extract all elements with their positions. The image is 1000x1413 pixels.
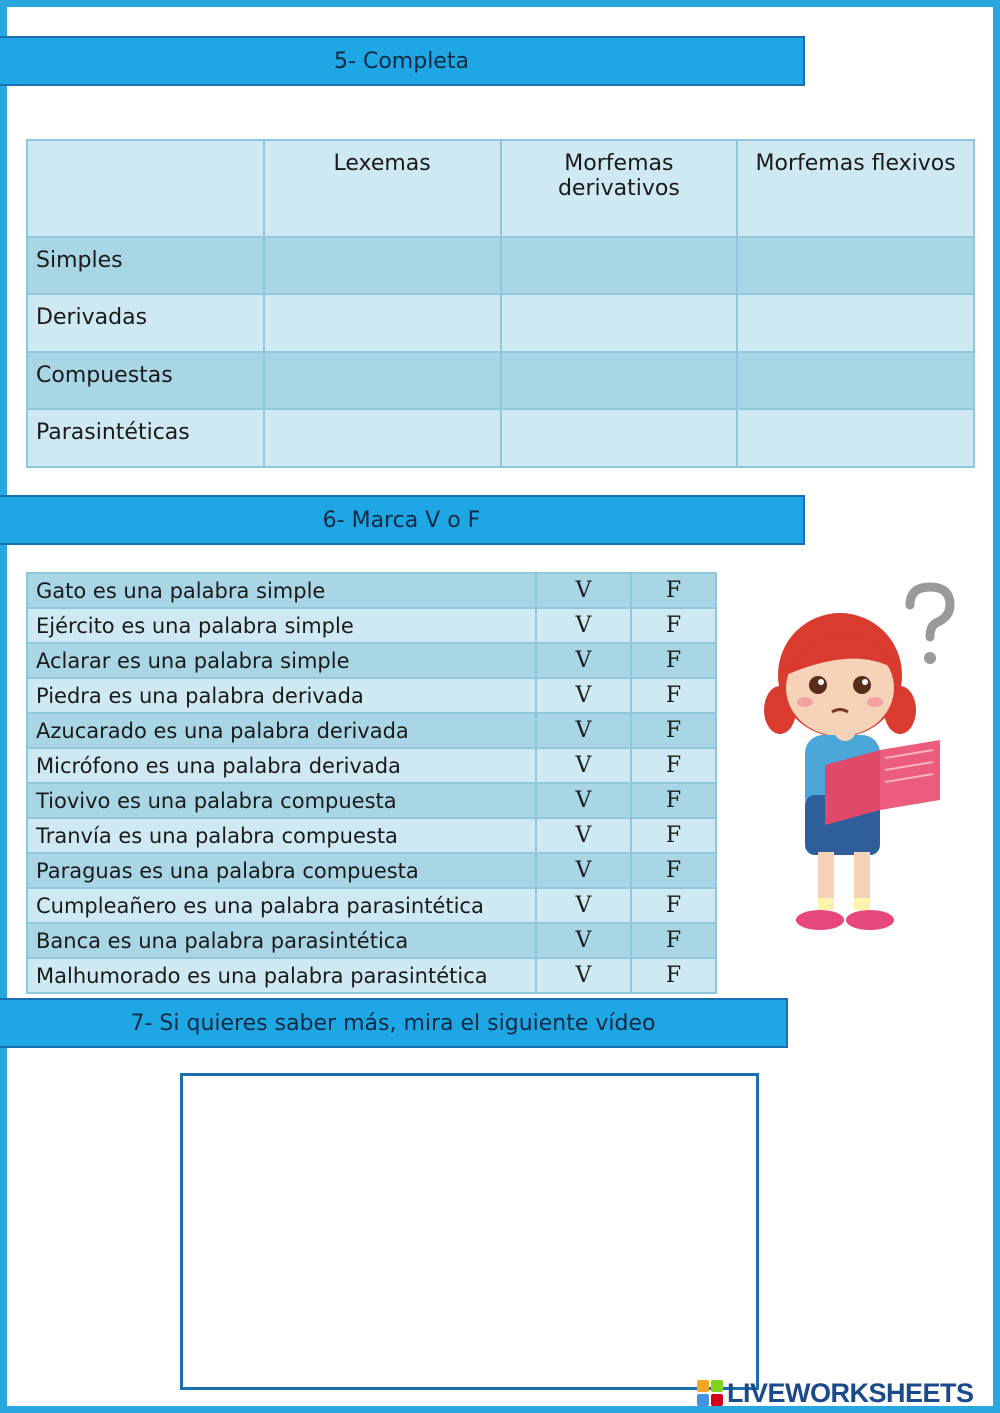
section-5-header bbox=[0, 36, 805, 86]
tf-row bbox=[27, 923, 716, 958]
true-option[interactable]: V bbox=[536, 713, 631, 748]
false-option[interactable]: F bbox=[631, 713, 716, 748]
false-option[interactable]: F bbox=[631, 573, 716, 608]
false-option[interactable]: F bbox=[631, 818, 716, 853]
true-option[interactable]: V bbox=[536, 853, 631, 888]
morphemes-table bbox=[26, 139, 975, 468]
tf-row bbox=[27, 888, 716, 923]
false-option[interactable]: F bbox=[631, 783, 716, 818]
statement-text: Malhumorado es una palabra parasintética bbox=[27, 958, 536, 993]
statement-text: Banca es una palabra parasintética bbox=[27, 923, 536, 958]
video-placeholder[interactable] bbox=[180, 1073, 759, 1390]
statement-text: Cumpleañero es una palabra parasintética bbox=[27, 888, 536, 923]
false-option[interactable]: F bbox=[631, 748, 716, 783]
answer-cell[interactable] bbox=[264, 237, 501, 295]
eye-shine bbox=[818, 679, 824, 685]
answer-cell[interactable] bbox=[737, 409, 974, 467]
table-row bbox=[27, 409, 974, 467]
right-eye bbox=[853, 676, 871, 694]
header-lexemas: Lexemas bbox=[264, 140, 501, 237]
header-morfemas-derivativos: Morfemas derivativos bbox=[501, 140, 738, 237]
true-option[interactable]: V bbox=[536, 748, 631, 783]
answer-cell[interactable] bbox=[264, 352, 501, 410]
true-false-table bbox=[26, 572, 717, 994]
table-header-row bbox=[27, 140, 974, 237]
hand bbox=[834, 719, 856, 741]
answer-cell[interactable] bbox=[264, 294, 501, 352]
tf-row bbox=[27, 818, 716, 853]
false-option[interactable]: F bbox=[631, 643, 716, 678]
true-option[interactable]: V bbox=[536, 608, 631, 643]
header-morfemas-flexivos: Morfemas flexivos bbox=[737, 140, 974, 237]
statement-text: Gato es una palabra simple bbox=[27, 573, 536, 608]
answer-cell[interactable] bbox=[501, 352, 738, 410]
tf-row bbox=[27, 783, 716, 818]
left-cheek bbox=[797, 697, 813, 707]
right-cheek bbox=[867, 697, 883, 707]
statement-text: Aclarar es una palabra simple bbox=[27, 643, 536, 678]
false-option[interactable]: F bbox=[631, 888, 716, 923]
true-option[interactable]: V bbox=[536, 888, 631, 923]
false-option[interactable]: F bbox=[631, 608, 716, 643]
statement-text: Ejército es una palabra simple bbox=[27, 608, 536, 643]
answer-cell[interactable] bbox=[737, 237, 974, 295]
tf-row bbox=[27, 748, 716, 783]
thinking-girl-illustration bbox=[750, 580, 970, 950]
table-row bbox=[27, 237, 974, 295]
tf-row bbox=[27, 713, 716, 748]
header-empty-cell bbox=[27, 140, 264, 237]
brand-text: LIVEWORKSHEETS bbox=[727, 1377, 974, 1408]
question-mark-icon bbox=[910, 587, 950, 637]
question-dot bbox=[924, 652, 936, 664]
table-row bbox=[27, 294, 974, 352]
answer-cell[interactable] bbox=[501, 294, 738, 352]
tf-row bbox=[27, 643, 716, 678]
true-option[interactable]: V bbox=[536, 818, 631, 853]
brand-icon bbox=[697, 1380, 723, 1406]
section-6-header bbox=[0, 495, 805, 545]
tf-row bbox=[27, 608, 716, 643]
true-option[interactable]: V bbox=[536, 958, 631, 993]
row-label: Derivadas bbox=[27, 294, 264, 352]
tf-row bbox=[27, 573, 716, 608]
brand-square bbox=[697, 1380, 709, 1392]
true-option[interactable]: V bbox=[536, 783, 631, 818]
answer-cell[interactable] bbox=[737, 294, 974, 352]
true-option[interactable]: V bbox=[536, 923, 631, 958]
tf-row bbox=[27, 958, 716, 993]
brand-square bbox=[711, 1380, 723, 1392]
false-option[interactable]: F bbox=[631, 678, 716, 713]
row-label: Compuestas bbox=[27, 352, 264, 410]
statement-text: Tranvía es una palabra compuesta bbox=[27, 818, 536, 853]
left-eye bbox=[809, 676, 827, 694]
section-7-header bbox=[0, 998, 788, 1048]
true-option[interactable]: V bbox=[536, 643, 631, 678]
section-5-title: 5- Completa bbox=[334, 48, 469, 74]
statement-text: Micrófono es una palabra derivada bbox=[27, 748, 536, 783]
true-option[interactable]: V bbox=[536, 573, 631, 608]
row-label: Simples bbox=[27, 237, 264, 295]
row-label: Parasintéticas bbox=[27, 409, 264, 467]
right-sock bbox=[854, 898, 870, 910]
statement-text: Piedra es una palabra derivada bbox=[27, 678, 536, 713]
eye-shine bbox=[862, 679, 868, 685]
section-7-title: 7- Si quieres saber más, mira el siguiente vídeo bbox=[130, 1010, 656, 1036]
answer-cell[interactable] bbox=[737, 352, 974, 410]
statement-text: Paraguas es una palabra compuesta bbox=[27, 853, 536, 888]
statement-text: Tiovivo es una palabra compuesta bbox=[27, 783, 536, 818]
statement-text: Azucarado es una palabra derivada bbox=[27, 713, 536, 748]
brand-square bbox=[711, 1394, 723, 1406]
tf-row bbox=[27, 853, 716, 888]
false-option[interactable]: F bbox=[631, 923, 716, 958]
answer-cell[interactable] bbox=[501, 237, 738, 295]
brand-logo bbox=[697, 1378, 974, 1408]
answer-cell[interactable] bbox=[264, 409, 501, 467]
false-option[interactable]: F bbox=[631, 853, 716, 888]
false-option[interactable]: F bbox=[631, 958, 716, 993]
right-shoe bbox=[846, 910, 894, 930]
brand-square bbox=[697, 1394, 709, 1406]
table-row bbox=[27, 352, 974, 410]
left-sock bbox=[818, 898, 834, 910]
section-6-title: 6- Marca V o F bbox=[322, 507, 481, 533]
left-shoe bbox=[796, 910, 844, 930]
answer-cell[interactable] bbox=[501, 409, 738, 467]
tf-row bbox=[27, 678, 716, 713]
true-option[interactable]: V bbox=[536, 678, 631, 713]
